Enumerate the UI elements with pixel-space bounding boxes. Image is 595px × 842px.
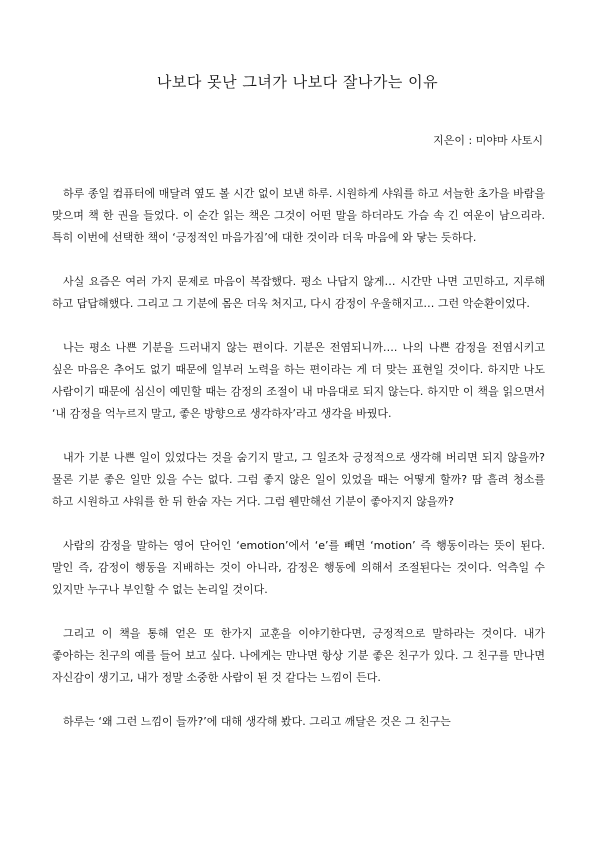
paragraph-6: 그리고 이 책을 통해 얻은 또 한가지 교훈을 이야기한다면, 긍정적으로 말하라는 것이다. 내가 좋아하는 친구의 예를 들어 보고 싶다. 나에게는 만나면 항상 기분 좋은 친구가 있다. 그 친구를 만나면 자신감이 생기고, 내가 정말 소중한 사람이 된 것 같다는 느낌이 든다.	[52, 627, 545, 684]
body-text	[52, 183, 545, 755]
author-line: 지은이 : 미야마 사토시	[433, 134, 543, 147]
paragraph-1: 하루 종일 컴퓨터에 매달려 옆도 볼 시간 없이 보낸 하루. 시원하게 샤워를 하고 서늘한 초가을 바람을 맞으며 책 한 권을 들었다. 이 순간 읽는 책은 그것이 어떤 말을 하더라도 가슴 속 긴 여운이 남으리라. 특히 이번에 선택한 책이 ‘긍정적인 마음가짐’에 대한 것이라 더욱 마음에 와 닿는 듯하다.	[52, 187, 545, 244]
paragraph-3: 나는 평소 나쁜 기분을 드러내지 않는 편이다. 기분은 전염되니까…. 나의 나쁜 감정을 전염시키고 싶은 마음은 추어도 없기 때문에 일부러 노력을 하는 편이라는 게 더 맞는 표현일 것이다. 하지만 나도 사람이기 때문에 심신이 예민할 때는 감정의 조절이 내 마음대로 되지 않는다. 하지만 이 책을 읽으면서 ‘내 감정을 억누르지 말고, 좋은 방향으로 생각하자’라고 생각을 바꿨다.	[52, 341, 545, 420]
paragraph-2: 사실 요즘은 여러 가지 문제로 마음이 복잡했다. 평소 나답지 않게… 시간만 나면 고민하고, 지루해 하고 답답해했다. 그리고 그 기분에 몸은 더욱 처지고, 다시 감정이 우울해지고… 그런 악순환이었다.	[52, 275, 545, 310]
paragraph-5: 사람의 감정을 말하는 영어 단어인 ‘emotion’에서 ‘e’를 빼면 ‘motion’ 즉 행동이라는 뜻이 된다. 말인 즉, 감정이 행동을 지배하는 것이 아니라, 감정은 행동에 의해서 조절된다는 것이다. 억측일 수 있지만 누구나 부인할 수 없는 논리일 것이다.	[52, 539, 545, 596]
paragraph-7: 하루는 ‘왜 그런 느낌이 들까?’에 대해 생각해 봤다. 그리고 깨달은 것은 그 친구는	[63, 715, 451, 728]
document-title: 나보다 못난 그녀가 나보다 잘나가는 이유	[156, 73, 439, 91]
paragraph-4: 내가 기분 나쁜 일이 있었다는 것을 숨기지 말고, 그 일조차 긍정적으로 생각해 버리면 되지 않을까? 물론 기분 좋은 일만 있을 수는 없다. 그럼 좋지 않은 일이 있었을 때는 어떻게 할까? 땀 흘려 청소를 하고 시원하고 샤워를 한 뒤 한숨 자는 거다. 그럼 웬만해선 기분이 좋아지지 않을까?	[52, 451, 545, 508]
